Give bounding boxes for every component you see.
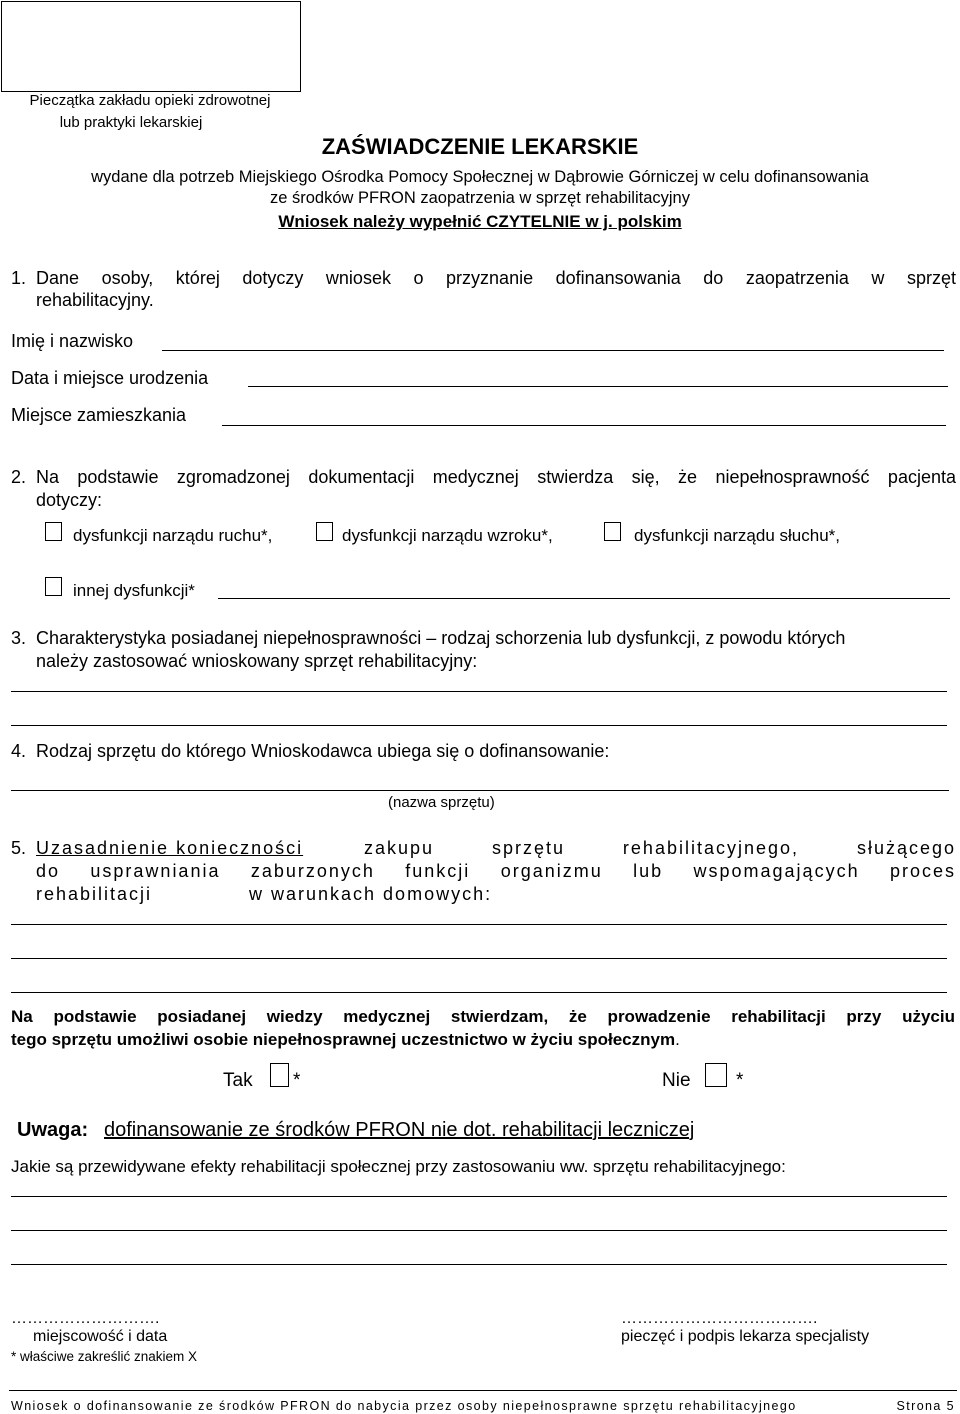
- section5-field-line1[interactable]: [11, 924, 947, 925]
- no-label: Nie: [662, 1070, 691, 1091]
- option-other-label: innej dysfunkcji*: [73, 581, 195, 600]
- place-date-label: miejscowość i data: [33, 1328, 168, 1345]
- stamp-caption-line2: lub praktyki lekarskiej: [59, 114, 203, 131]
- stamp-box: [1, 1, 301, 92]
- place-date-dots[interactable]: ……………………….: [11, 1310, 160, 1327]
- section5-underlined: Uzasadnienie konieczności: [36, 838, 304, 858]
- option-vision-label: dysfunkcji narządu wzroku*,: [342, 526, 553, 545]
- name-label: Imię i nazwisko: [11, 331, 134, 351]
- section2-number: 2.: [11, 467, 27, 487]
- equipment-name-hint: (nazwa sprzętu): [388, 794, 495, 811]
- statement-line2: tego sprzętu umożliwi osobie niepełnosprawnej uczestnictwo w życiu społecznym: [11, 1030, 676, 1049]
- document-title: ZAŚWIADCZENIE LEKARSKIE: [321, 134, 639, 159]
- option-hearing-label: dysfunkcji narządu słuchu*,: [634, 526, 841, 545]
- checkbox-motor[interactable]: [45, 522, 62, 541]
- section1-line1: Dane osoby, której dotyczy wniosek o przyznanie dofinansowania do zaopatrzenia w sprzęt: [36, 268, 956, 288]
- section3-number: 3.: [11, 628, 27, 648]
- section2-line2: dotyczy:: [36, 490, 103, 510]
- section5-field-line3[interactable]: [11, 992, 947, 993]
- no-asterisk: *: [736, 1070, 744, 1091]
- name-field[interactable]: [162, 350, 944, 351]
- section4-line1: Rodzaj sprzętu do którego Wnioskodawca ubiega się o dofinansowanie:: [36, 741, 610, 761]
- checkbox-other[interactable]: [45, 577, 62, 596]
- section5-line1-rest: zakupu sprzętu rehabilitacyjnego, służącego: [364, 838, 956, 858]
- note-label: Uwaga:: [17, 1119, 89, 1141]
- section1-line2: rehabilitacyjny.: [36, 290, 154, 310]
- option-motor-label: dysfunkcji narządu ruchu*,: [73, 526, 273, 545]
- section3-line2: należy zastosować wnioskowany sprzęt rehabilitacyjny:: [36, 651, 478, 671]
- subtitle-line1: wydane dla potrzeb Miejskiego Ośrodka Pomocy Społecznej w Dąbrowie Górniczej w celu dofinansowania: [91, 168, 869, 186]
- section1-number: 1.: [11, 268, 27, 288]
- footer: [11, 1399, 955, 1413]
- statement-line2-end: .: [675, 1030, 680, 1049]
- checkbox-no[interactable]: [705, 1063, 727, 1087]
- yes-label: Tak: [223, 1070, 253, 1091]
- birth-field[interactable]: [248, 386, 948, 387]
- address-field[interactable]: [222, 425, 946, 426]
- subtitle-instruction: Wniosek należy wypełnić CZYTELNIE w j. polskim: [278, 212, 682, 231]
- effects-field-line1[interactable]: [11, 1196, 947, 1197]
- section5-line2: do usprawniania zaburzonych funkcji organizmu lub wspomagających proces: [36, 861, 956, 881]
- section5-number: 5.: [11, 838, 27, 858]
- section3-field-line1[interactable]: [11, 691, 947, 692]
- yes-asterisk: *: [293, 1070, 301, 1091]
- checkbox-vision[interactable]: [316, 522, 333, 541]
- section3-line1: Charakterystyka posiadanej niepełnosprawności – rodzaj schorzenia lub dysfunkcji, z powodu których: [36, 628, 846, 648]
- section2-line1: Na podstawie zgromadzonej dokumentacji medycznej stwierdza się, że niepełnosprawność pacjenta: [36, 467, 956, 487]
- signature-dots[interactable]: ……………………………….: [621, 1310, 818, 1327]
- birth-label: Data i miejsce urodzenia: [11, 368, 209, 388]
- footer-page-number: Strona 5: [896, 1399, 955, 1413]
- checkbox-hearing[interactable]: [604, 522, 621, 541]
- checkbox-yes[interactable]: [270, 1063, 289, 1087]
- footer-text: Wniosek o dofinansowanie ze środków PFRON do nabycia przez osoby niepełnosprawne sprzętu rehabilitacyjnego: [11, 1399, 797, 1413]
- subtitle-line2: ze środków PFRON zaopatrzenia w sprzęt rehabilitacyjny: [269, 189, 690, 207]
- equipment-name-field[interactable]: [11, 790, 949, 791]
- footer-rule: [9, 1390, 957, 1391]
- other-dysfunction-field[interactable]: [218, 598, 950, 599]
- signature-label: pieczęć i podpis lekarza specjalisty: [621, 1328, 870, 1345]
- effects-question: Jakie są przewidywane efekty rehabilitacji społecznej przy zastosowaniu ww. sprzętu rehabilitacyjnego:: [11, 1157, 786, 1176]
- section4-number: 4.: [11, 741, 27, 761]
- address-label: Miejsce zamieszkania: [11, 405, 187, 425]
- section5-field-line2[interactable]: [11, 958, 947, 959]
- note-text: dofinansowanie ze środków PFRON nie dot. rehabilitacji leczniczej: [104, 1119, 695, 1141]
- section5-line3a: rehabilitacji: [36, 884, 153, 904]
- stamp-caption-line1: Pieczątka zakładu opieki zdrowotnej: [29, 92, 271, 109]
- section3-field-line2[interactable]: [11, 725, 947, 726]
- section5-line3b: w warunkach domowych:: [249, 884, 493, 904]
- effects-field-line3[interactable]: [11, 1264, 947, 1265]
- footnote: * właściwe zakreślić znakiem X: [11, 1349, 198, 1364]
- effects-field-line2[interactable]: [11, 1230, 947, 1231]
- statement-line1: Na podstawie posiadanej wiedzy medycznej stwierdzam, że prowadzenie rehabilitacji przy użyciu: [11, 1007, 955, 1026]
